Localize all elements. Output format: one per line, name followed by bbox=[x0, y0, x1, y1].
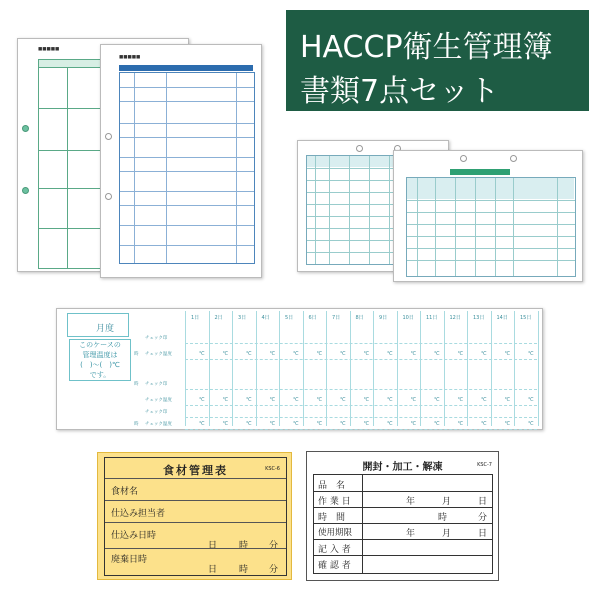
degree-mark: ℃ bbox=[387, 421, 393, 427]
degree-mark: ℃ bbox=[504, 351, 511, 357]
degree-mark: ℃ bbox=[363, 351, 370, 357]
grid-row-line bbox=[185, 359, 537, 360]
grid-row-line bbox=[185, 417, 537, 418]
degree-mark: ℃ bbox=[269, 351, 276, 357]
degree-mark: ℃ bbox=[457, 397, 464, 403]
open-label-row: 確 認 者 bbox=[318, 561, 351, 571]
degree-mark: ℃ bbox=[481, 351, 487, 357]
degree-mark: ℃ bbox=[504, 397, 511, 403]
temperature-check-sheet bbox=[56, 308, 543, 430]
grid-row-line bbox=[185, 405, 537, 406]
sheet-heading: ■■■■■ bbox=[38, 47, 60, 52]
grid-column-line bbox=[373, 311, 374, 426]
sheet-grid bbox=[119, 72, 255, 264]
open-process-thaw-label bbox=[306, 451, 499, 581]
grid-column-line bbox=[420, 311, 421, 426]
degree-mark: ℃ bbox=[316, 351, 323, 357]
unit-day: 日 bbox=[478, 529, 488, 539]
unit-month: 月 bbox=[442, 497, 452, 507]
day-header: 5日 bbox=[285, 315, 294, 321]
document-sheet-4 bbox=[393, 150, 583, 282]
degree-mark: ℃ bbox=[293, 397, 299, 403]
degree-mark: ℃ bbox=[293, 351, 299, 357]
row-label: チェック印 bbox=[145, 336, 168, 341]
unit-minute: 分 bbox=[478, 513, 488, 523]
degree-mark: ℃ bbox=[363, 421, 370, 427]
day-header: 7日 bbox=[332, 315, 341, 321]
unit-hour: 時 bbox=[239, 541, 249, 551]
row-label: チェック温度 bbox=[145, 352, 172, 357]
degree-mark: ℃ bbox=[340, 351, 346, 357]
day-header: 1日 bbox=[191, 315, 200, 321]
food-label-row: 仕込み日時 bbox=[111, 531, 157, 541]
degree-mark: ℃ bbox=[199, 397, 205, 403]
day-header: 10日 bbox=[402, 315, 414, 321]
grid-column-line bbox=[185, 311, 186, 426]
degree-mark: ℃ bbox=[363, 397, 370, 403]
degree-mark: ℃ bbox=[434, 421, 440, 427]
day-header: 15日 bbox=[520, 315, 532, 321]
unit-month: 月 bbox=[442, 529, 452, 539]
degree-mark: ℃ bbox=[410, 351, 417, 357]
food-label-code: KSC-6 bbox=[265, 466, 280, 472]
degree-mark: ℃ bbox=[246, 351, 252, 357]
open-label-row: 作 業 日 bbox=[318, 497, 351, 507]
grid-row-line bbox=[185, 389, 537, 390]
time-mark: 時 bbox=[134, 422, 139, 427]
binder-hole bbox=[22, 187, 29, 194]
open-label-table bbox=[313, 474, 493, 574]
degree-mark: ℃ bbox=[269, 421, 276, 427]
degree-mark: ℃ bbox=[199, 351, 205, 357]
grid-column-line bbox=[444, 311, 445, 426]
document-sheet-2 bbox=[100, 44, 262, 278]
grid-column-line bbox=[279, 311, 280, 426]
degree-mark: ℃ bbox=[316, 397, 323, 403]
degree-mark: ℃ bbox=[481, 397, 487, 403]
unit-minute: 分 bbox=[269, 565, 279, 575]
day-header: 3日 bbox=[238, 315, 247, 321]
day-header: 13日 bbox=[473, 315, 485, 321]
day-header: 11日 bbox=[426, 315, 438, 321]
open-label-row: 記 入 者 bbox=[318, 545, 351, 555]
sheet-grid bbox=[406, 177, 576, 277]
day-header: 6日 bbox=[308, 315, 317, 321]
banner-title-line2: 書類7点セット bbox=[300, 74, 500, 109]
unit-hour: 時 bbox=[239, 565, 249, 575]
temperature-note: このケースの 管理温度は ( )～( )℃ です。 bbox=[69, 339, 131, 381]
day-header: 8日 bbox=[355, 315, 364, 321]
unit-year: 年 bbox=[406, 497, 416, 507]
open-label-title: 開封・加工・解凍 bbox=[362, 462, 443, 473]
grid-column-line bbox=[256, 311, 257, 426]
food-label-row: 食材名 bbox=[111, 487, 139, 497]
grid-column-line bbox=[350, 311, 351, 426]
grid-column-line bbox=[209, 311, 210, 426]
degree-mark: ℃ bbox=[410, 397, 417, 403]
food-label-row: 廃棄日時 bbox=[111, 555, 148, 565]
day-header: 12日 bbox=[449, 315, 461, 321]
degree-mark: ℃ bbox=[246, 421, 252, 427]
binder-hole bbox=[356, 145, 363, 152]
sheet-heading: ■■■■■ bbox=[119, 55, 141, 60]
degree-mark: ℃ bbox=[246, 397, 252, 403]
degree-mark: ℃ bbox=[222, 421, 229, 427]
unit-hour: 時 bbox=[438, 513, 448, 523]
unit-day: 日 bbox=[478, 497, 488, 507]
open-label-row: 使用期限 bbox=[318, 528, 353, 538]
open-label-code: KSC-7 bbox=[477, 462, 492, 468]
degree-mark: ℃ bbox=[528, 351, 534, 357]
degree-mark: ℃ bbox=[410, 421, 417, 427]
open-label-row: 時 間 bbox=[318, 513, 346, 523]
month-label: 月度 bbox=[96, 324, 115, 334]
degree-mark: ℃ bbox=[457, 421, 464, 427]
degree-mark: ℃ bbox=[434, 351, 440, 357]
food-label-row: 仕込み担当者 bbox=[111, 509, 166, 519]
sheet-header-bar bbox=[119, 65, 253, 71]
degree-mark: ℃ bbox=[293, 421, 299, 427]
degree-mark: ℃ bbox=[199, 421, 205, 427]
degree-mark: ℃ bbox=[434, 397, 440, 403]
binder-hole bbox=[105, 193, 112, 200]
grid-column-line bbox=[491, 311, 492, 426]
degree-mark: ℃ bbox=[457, 351, 464, 357]
grid-column-line bbox=[303, 311, 304, 426]
open-label-row: 品 名 bbox=[318, 481, 346, 491]
degree-mark: ℃ bbox=[316, 421, 323, 427]
food-label-title: 食材管理表 bbox=[163, 464, 228, 477]
time-mark: 時 bbox=[134, 382, 139, 387]
degree-mark: ℃ bbox=[222, 397, 229, 403]
grid-row-line bbox=[185, 429, 537, 430]
binder-hole bbox=[22, 125, 29, 132]
food-management-label bbox=[97, 452, 292, 580]
banner-title-line1: HACCP衛生管理簿 bbox=[300, 30, 553, 65]
row-label: チェック温度 bbox=[145, 422, 172, 427]
unit-day: 日 bbox=[208, 541, 218, 551]
grid-column-line bbox=[538, 311, 539, 426]
degree-mark: ℃ bbox=[269, 397, 276, 403]
degree-mark: ℃ bbox=[528, 421, 534, 427]
degree-mark: ℃ bbox=[387, 397, 393, 403]
unit-year: 年 bbox=[406, 529, 416, 539]
row-label: チェック印 bbox=[145, 382, 168, 387]
grid-row-line bbox=[185, 343, 537, 344]
degree-mark: ℃ bbox=[504, 421, 511, 427]
degree-mark: ℃ bbox=[528, 397, 534, 403]
degree-mark: ℃ bbox=[222, 351, 229, 357]
binder-hole bbox=[105, 133, 112, 140]
day-header: 4日 bbox=[261, 315, 270, 321]
day-header: 14日 bbox=[496, 315, 508, 321]
grid-column-line bbox=[514, 311, 515, 426]
binder-hole bbox=[460, 155, 467, 162]
degree-mark: ℃ bbox=[387, 351, 393, 357]
unit-day: 日 bbox=[208, 565, 218, 575]
row-label: チェック温度 bbox=[145, 398, 172, 403]
degree-mark: ℃ bbox=[481, 421, 487, 427]
degree-mark: ℃ bbox=[340, 421, 346, 427]
grid-column-line bbox=[326, 311, 327, 426]
binder-hole bbox=[510, 155, 517, 162]
title-banner bbox=[286, 10, 589, 111]
grid-column-line bbox=[467, 311, 468, 426]
row-label: チェック印 bbox=[145, 410, 168, 415]
unit-minute: 分 bbox=[269, 541, 279, 551]
grid-column-line bbox=[397, 311, 398, 426]
day-header: 9日 bbox=[379, 315, 388, 321]
degree-mark: ℃ bbox=[340, 397, 346, 403]
grid-column-line bbox=[232, 311, 233, 426]
time-mark: 時 bbox=[134, 352, 139, 357]
day-header: 2日 bbox=[214, 315, 223, 321]
